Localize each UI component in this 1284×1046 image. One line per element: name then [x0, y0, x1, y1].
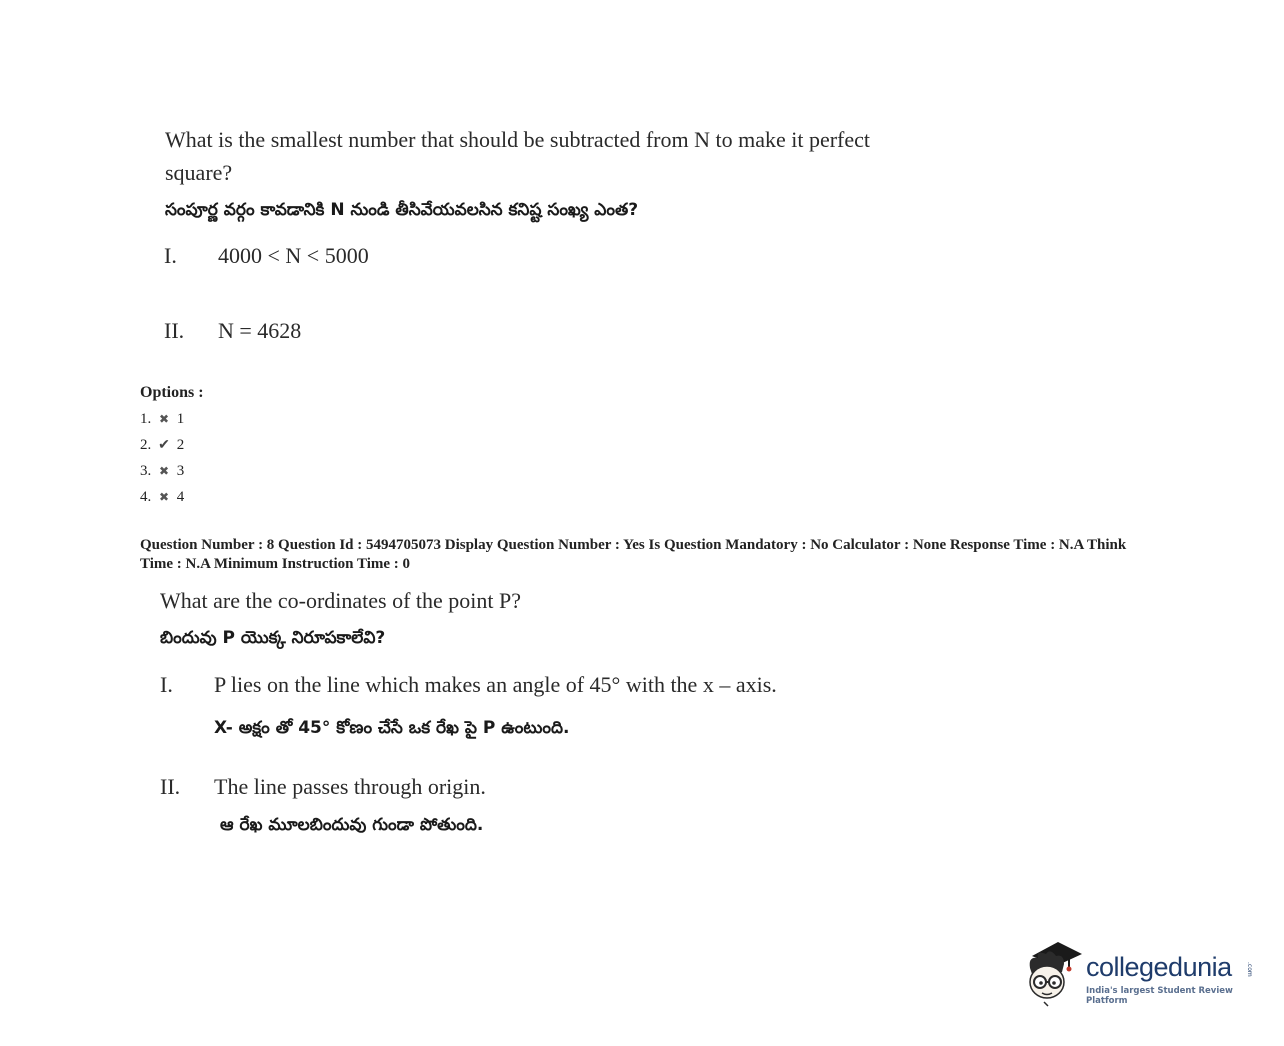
- q8-statement-1-number: I.: [160, 672, 173, 697]
- q7-statement-2-number: II.: [164, 318, 185, 343]
- logo-suffix: .com: [1246, 962, 1253, 977]
- option-value: 1: [176, 411, 185, 427]
- mascot-icon: [1024, 938, 1084, 1008]
- q8-statement-1-text: P lies on the line which makes an angle of 45° with the x – axis.: [214, 672, 777, 697]
- cross-icon: ✖: [158, 464, 170, 478]
- option-row[interactable]: [140, 484, 184, 510]
- q7-statement-2-text: N = 4628: [218, 318, 302, 343]
- options-title: Options :: [140, 384, 204, 401]
- cross-icon: ✖: [158, 412, 170, 426]
- q7-telugu-text: సంపూర్ణ వర్గం కావడానికి N నుండి తీసివేయవలసిన కనిష్ట సంఖ్య ఎంత?: [165, 200, 639, 220]
- q8-statement-2-number: II.: [160, 774, 181, 799]
- q7-statement-1-text: 4000 < N < 5000: [218, 243, 369, 268]
- q8-statement-2-telugu: ఆ రేఖ మూలబిందువు గుండా పోతుంది.: [220, 815, 484, 835]
- option-row[interactable]: [140, 458, 184, 484]
- option-number: 4.: [140, 489, 152, 505]
- option-value: 4: [176, 489, 185, 505]
- option-number: 1.: [140, 411, 152, 427]
- q7-statement-1-number: I.: [164, 243, 177, 268]
- options-list: [140, 406, 184, 510]
- collegedunia-logo[interactable]: [1024, 938, 1264, 1008]
- q7-text-line1: What is the smallest number that should be subtracted from N to make it perfect: [165, 127, 871, 152]
- q8-statement-2-text: The line passes through origin.: [214, 774, 486, 799]
- option-value: 3: [176, 463, 185, 479]
- option-value: 2: [176, 437, 185, 453]
- q8-statement-1-telugu: X- అక్షం తో 45° కోణం చేసే ఒక రేఖ పై P ఉంటుంది.: [214, 718, 570, 738]
- option-row[interactable]: [140, 432, 184, 458]
- option-row[interactable]: [140, 406, 184, 432]
- option-number: 3.: [140, 463, 152, 479]
- q8-text: What are the co-ordinates of the point P?: [160, 588, 522, 613]
- q7-text-line2: square?: [165, 160, 233, 185]
- q8-telugu-text: బిందువు P యొక్క నిరూపకాలేవి?: [160, 628, 386, 648]
- logo-name: collegedunia: [1086, 952, 1232, 982]
- checkmark-icon: ✔: [158, 438, 170, 453]
- logo-tagline: India's largest Student Review Platform: [1086, 986, 1233, 1006]
- option-number: 2.: [140, 437, 152, 453]
- cross-icon: ✖: [158, 490, 170, 504]
- q8-meta-info: Question Number : 8 Question Id : 5494705073 Display Question Number : Yes Is Question Mandatory : No Calculator : None Response Time : N.A Think Time : N.A Minimum Instruction Time : 0: [140, 537, 1127, 572]
